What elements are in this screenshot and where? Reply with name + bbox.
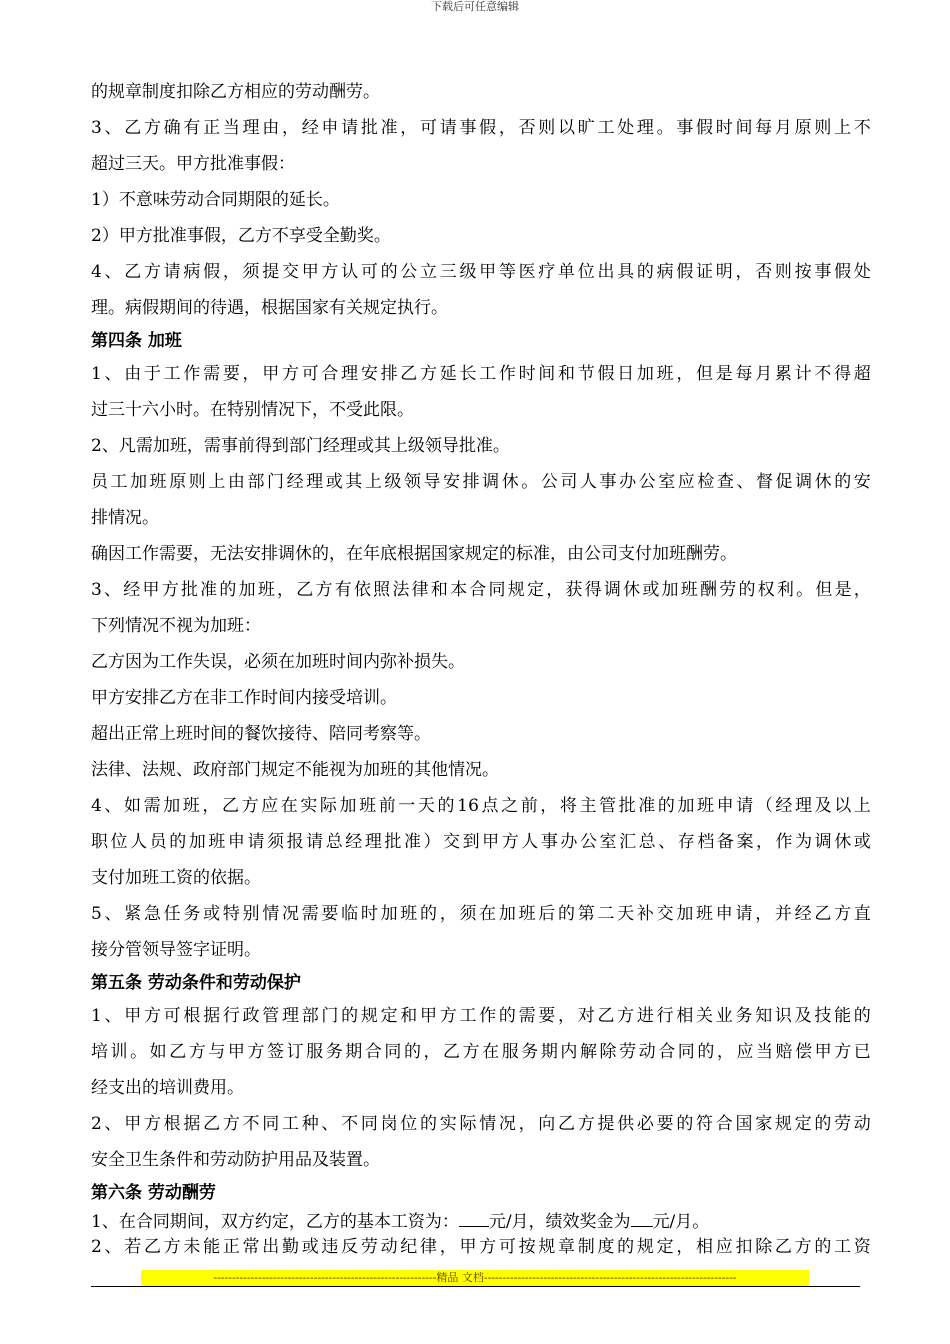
- section-heading: 第五条 劳动条件和劳动保护: [91, 973, 301, 993]
- salary-text-part3: 元/月。: [652, 1212, 710, 1232]
- page-header: 下载后可任意编辑: [431, 0, 519, 13]
- document-body: [91, 74, 871, 1260]
- paragraph-line: 超过三天。甲方批准事假：: [91, 154, 295, 174]
- paragraph-line: 1、甲方可根据行政管理部门的规定和甲方工作的需要，对乙方进行相关业务知识及技能的: [91, 1006, 871, 1026]
- paragraph-line: 理。病假期间的待遇，根据国家有关规定执行。: [91, 298, 448, 318]
- paragraph-line: 安全卫生条件和劳动防护用品及装置。: [91, 1150, 380, 1170]
- paragraph-line: 确因工作需要，无法安排调休的，在年底根据国家规定的标准，由公司支付加班酬劳。: [91, 544, 737, 564]
- paragraph-line: 乙方因为工作失误，必须在加班时间内弥补损失。: [91, 652, 465, 672]
- paragraph-line: 的规章制度扣除乙方相应的劳动酬劳。: [91, 82, 380, 102]
- paragraph-line: 职位人员的加班申请须报请总经理批准）交到甲方人事办公室汇总、存档备案，作为调休或: [91, 832, 871, 852]
- salary-text-part2: 元/月，绩效奖金为: [488, 1212, 631, 1232]
- paragraph-line: 过三十六小时。在特别情况下，不受此限。: [91, 400, 414, 420]
- paragraph-line: 5、紧急任务或特别情况需要临时加班的，须在加班后的第二天补交加班申请，并经乙方直: [91, 904, 871, 924]
- paragraph-line: 接分管领导签字证明。: [91, 940, 261, 960]
- paragraph-line: 培训。如乙方与甲方签订服务期合同的，乙方在服务期内解除劳动合同的，应当赔偿甲方已: [91, 1042, 871, 1062]
- paragraph-line: 1、由于工作需要，甲方可合理安排乙方延长工作时间和节假日加班，但是每月累计不得超: [91, 364, 871, 384]
- paragraph-line: 法律、法规、政府部门规定不能视为加班的其他情况。: [91, 760, 499, 780]
- paragraph-line: 3、乙方确有正当理由，经申请批准，可请事假，否则以旷工处理。事假时间每月原则上不: [91, 118, 871, 138]
- salary-text-part1: 1、在合同期间，双方约定，乙方的基本工资为：: [91, 1212, 459, 1232]
- paragraph-line: 排情况。: [91, 508, 159, 528]
- paragraph-line: 经支出的培训费用。: [91, 1078, 244, 1098]
- footer-banner: ------------------------------------------------------------精品 文档--------------------------------------------------------------------: [141, 1270, 809, 1286]
- paragraph-line: 2、若乙方未能正常出勤或违反劳动纪律，甲方可按规章制度的规定，相应扣除乙方的工资: [91, 1237, 871, 1257]
- paragraph-line: 员工加班原则上由部门经理或其上级领导安排调休。公司人事办公室应检查、督促调休的安: [91, 472, 871, 492]
- base-salary-blank[interactable]: [459, 1208, 489, 1227]
- paragraph-line: 甲方安排乙方在非工作时间内接受培训。: [91, 688, 397, 708]
- paragraph-line: 2）甲方批准事假，乙方不享受全勤奖。: [91, 226, 391, 246]
- paragraph-line: 4、如需加班，乙方应在实际加班前一天的16点之前，将主管批准的加班申请（经理及以上: [91, 796, 871, 816]
- paragraph-line: 超出正常上班时间的餐饮接待、陪同考察等。: [91, 724, 431, 744]
- footer-divider: [91, 1286, 860, 1287]
- paragraph-line: 支付加班工资的依据。: [91, 868, 261, 888]
- paragraph-line: 下列情况不视为加班：: [91, 616, 261, 636]
- paragraph-line: 3、经甲方批准的加班，乙方有依照法律和本合同规定，获得调休或加班酬劳的权利。但是，: [91, 580, 871, 600]
- paragraph-line: 2、甲方根据乙方不同工种、不同岗位的实际情况，向乙方提供必要的符合国家规定的劳动: [91, 1114, 871, 1134]
- section-heading: 第四条 加班: [91, 331, 182, 351]
- bonus-blank[interactable]: [631, 1208, 653, 1227]
- section-heading: 第六条 劳动酬劳: [91, 1183, 216, 1203]
- paragraph-line: 1）不意味劳动合同期限的延长。: [91, 190, 340, 210]
- paragraph-line: 4、乙方请病假，须提交甲方认可的公立三级甲等医疗单位出具的病假证明，否则按事假处: [91, 262, 871, 282]
- paragraph-line: 2、凡需加班，需事前得到部门经理或其上级领导批准。: [91, 436, 510, 456]
- salary-line: [91, 1208, 871, 1234]
- paragraph-lines: [91, 74, 871, 1208]
